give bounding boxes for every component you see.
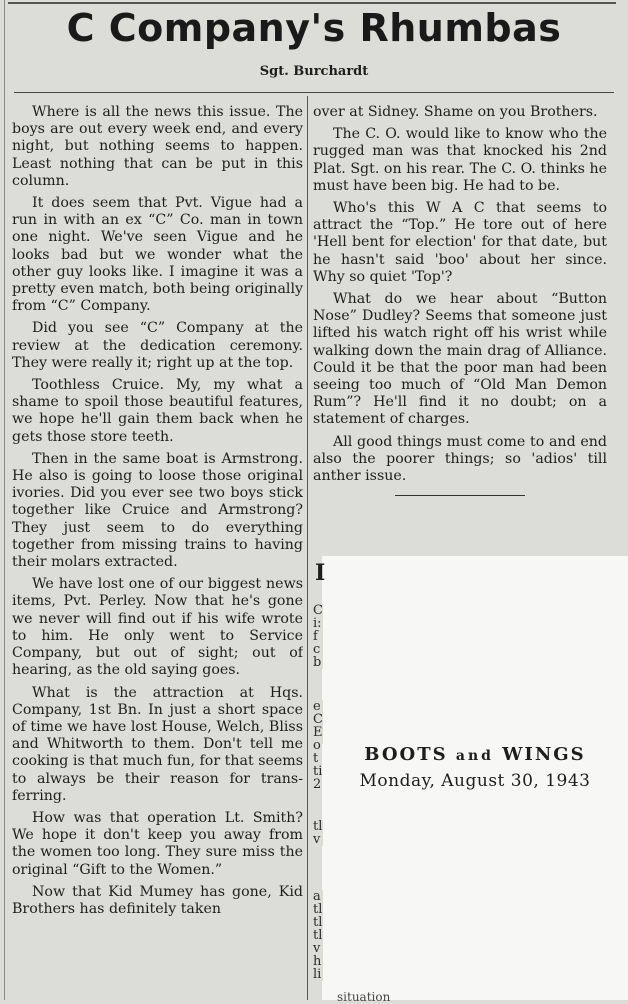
article-column-1 [12,104,303,1000]
cut-text-stub: e C E o t ti 2 [313,700,323,791]
paragraph: Toothless Cruice. My, my what a shame to spoil those beautiful features, we hope he'll gain them back when he gets those store teeth. [12,377,303,445]
masthead-title [322,744,628,765]
column-divider [307,96,308,1000]
cut-text-bottom: situation [337,990,391,1004]
paragraph: Where is all the news this issue. The boys are out every week end, and every night, but nothing seems to happen. Least nothing that can be put in this column. [12,104,303,189]
masthead-date: Monday, August 30, 1943 [359,771,591,791]
paragraph: Now that Kid Mumey has gone, Kid Brothers has definitely taken [12,883,303,917]
headline-rule [14,92,614,93]
paragraph: How was that operation Lt. Smith? We hope it don't keep you away from the women too long. They sure miss the original “Gift to the Women.” [12,809,303,878]
paragraph-continued: over at Sidney. Shame on you Brothers. [313,104,598,120]
paragraph: It does seem that Pvt. Vigue had a run in with an ex “C” Co. man in town one night. We've seen Vigue and he looks bad but we wonder what the other guy looks like. I imagine it was a pretty even match, both being originally from “C” Company. [12,195,303,315]
masthead-title-and: and [455,748,494,764]
masthead-title-left: BOOTS [364,744,448,765]
paragraph: Then in the same boat is Armstrong. He also is going to loose those original ivories. Did you ever see two boys stick together like Cruice and Armstrong? They just seem to do everything together from missing trains to having their molars extracted. [12,450,303,571]
left-edge-rule [4,0,5,1000]
article-byline: Sgt. Burchardt [259,64,369,79]
paragraph: We have lost one of our biggest news items, Pvt. Perley. Now that he's gone we never will find out if his wife wrote to him. He only went to Service Company, but out of sight; out of hearing, as the old saying goes. [12,576,303,679]
cut-text-stub: C i: f c b [313,604,323,669]
article-column-2 [313,104,607,496]
masthead-title-right: WINGS [502,744,586,765]
paragraph: What do we hear about “Button Nose” Dudley? Seems that someone just lifted his watch right off his wrist while walking down the main drag of Alliance. Could it be that the poor man had been seeing too much of “Old Man Demon Rum”? He'll find it no doubt; on a statement of charges. [313,291,607,428]
paragraph: Who's this W A C that seems to attract the “Top.” He tore out of here 'Hell bent for election' for that date, but he hasn't said 'boo' about her since. Why so quiet 'Top'? [313,200,607,285]
next-article-initial: I [315,560,326,586]
paragraph: All good things must come to and end also the poorer things; so 'adios' till anther issue. [313,433,607,485]
article-headline: C Company's Rhumbas [66,6,562,50]
cut-text-stub: tl v [313,820,323,846]
paragraph: Did you see “C” Company at the review at the dedication ceremony. They were really it; right up at the top. [12,320,303,371]
article-end-rule [395,495,525,496]
paragraph: The C. O. would like to know who the rugged man was that knocked his 2nd Plat. Sgt. on his rear. The C. O. thinks he must have been big. He had to be. [313,126,607,194]
cut-text-stub: a tl tl tl v h li [313,890,323,981]
top-rule [8,2,616,4]
paragraph: What is the attraction at Hqs. Company, 1st Bn. In just a short space of time we have lost House, Welch, Bliss and Whitworth to them. Don't tell me cooking is that much fun, for that seems to always be their reason for transferring. [12,684,303,804]
newspaper-masthead [322,744,628,791]
